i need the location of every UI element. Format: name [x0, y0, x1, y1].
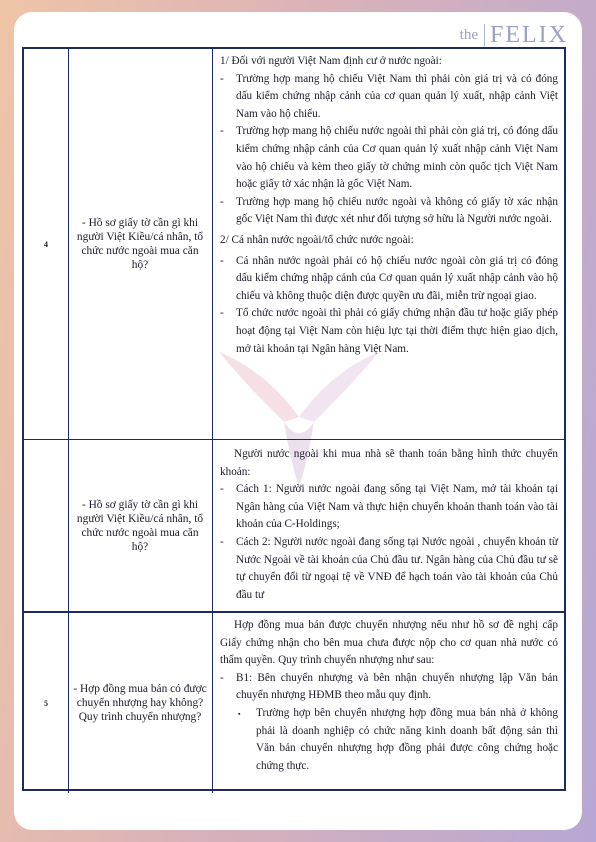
brand-name: FELIX	[490, 22, 568, 48]
document-page	[14, 12, 582, 830]
question-text: - Hồ sơ giấy tờ cần gì khi người Việt Kiều/cá nhân, tổ chức nước ngoài mua căn hộ?	[76, 217, 204, 271]
list-item: - Trường hợp mang hộ chiếu nước ngoài và không có giấy tờ xác nhận gốc Việt Nam thì được xét như đối tượng sở hữu là Người nước ngoài.	[220, 195, 558, 226]
row-number: 4	[44, 239, 48, 249]
list-item: - Cá nhân nước ngoài phải có hộ chiếu nước ngoài còn giá trị có đóng dấu kiểm chứng nhập cảnh của Cơ quan quản lý xuất nhập cảnh vào hộ chiếu và không thuộc diện được quyền ưu đãi, miễn trừ ngoại giao.	[220, 254, 558, 302]
row-number: 5	[44, 698, 48, 708]
sub-list-item: ▪ Trường hợp bên chuyển nhượng hợp đồng mua bán nhà ở không phải là doanh nghiệp có chức năng kinh doanh bất động sản thì Văn bản chuyển nhượng hợp đồng phải được công chứng hoặc chứng thực.	[220, 705, 558, 775]
list-item: - B1: Bên chuyển nhượng và bên nhận chuyển nhượng lập Văn bản chuyển nhượng HĐMB theo mẫu quy định.	[220, 671, 558, 702]
answer-heading: 2/ Cá nhân nước ngoài/tổ chức nước ngoài:	[220, 233, 414, 246]
list-item: - Cách 1: Người nước ngoài đang sống tại Việt Nam, mở tài khoản tại Ngân hàng của Việt Nam và thực hiện chuyển khoản thanh toán vào tài khoản của C-Holdings;	[220, 483, 558, 531]
answer-heading: 1/ Đối với người Việt Nam định cư ở nước ngoài:	[220, 55, 442, 67]
answer-cell	[220, 53, 558, 358]
list-item: - Trường hợp mang hộ chiếu nước ngoài thì phải còn giá trị, có đóng dấu kiểm chứng nhập cảnh của Cơ quan quản lý xuất nhập cảnh Việt Nam vào hộ chiếu và kèm theo giấy tờ chứng minh còn quốc tịch Việt Nam hoặc giấy tờ xác nhận là gốc Việt Nam.	[220, 125, 558, 191]
answer-cell	[220, 446, 558, 604]
brand-logo	[460, 22, 568, 49]
table-row	[24, 611, 564, 793]
list-item: - Tổ chức nước ngoài thì phải có giấy chứng nhận đầu tư hoặc giấy phép hoạt động tại Việt Nam còn hiệu lực tại thời điểm thực hiện giao dịch, mở tài khoản tại Ngân hàng Việt Nam.	[220, 307, 558, 355]
question-cell	[72, 613, 208, 793]
table-row	[24, 439, 564, 612]
question-cell	[72, 440, 208, 612]
square-bullet-icon: ▪	[238, 709, 241, 718]
question-cell	[72, 49, 208, 439]
answer-intro: Hợp đồng mua bán được chuyển nhượng nếu như hồ sơ đề nghị cấp Giấy chứng nhận cho bên mua chưa được nộp cho cơ quan nhà nước có thẩm quyền. Quy trình chuyển nhượng như sau:	[220, 619, 558, 667]
answer-cell	[220, 617, 558, 775]
list-item: - Trường hợp mang hộ chiếu Việt Nam thì phải còn giá trị và có đóng dấu kiểm chứng nhập cảnh của cơ quan quản lý xuất, nhập cảnh Việt Nam vào hộ chiếu.	[220, 72, 558, 120]
table-row	[24, 49, 564, 439]
answer-intro: Người nước ngoài khi mua nhà sẽ thanh toán bằng hình thức chuyển khoản:	[220, 448, 558, 478]
question-text: - Hợp đồng mua bán có được chuyển nhượng hay không? Quy trình chuyển nhượng?	[73, 683, 207, 723]
faq-table	[22, 47, 566, 791]
list-item: - Cách 2: Người nước ngoài đang sống tại Nước ngoài , chuyển khoản từ Nước Ngoài về tài khoản của Chủ đầu tư. Ngân hàng của Chủ đầu tư sẽ tự chuyển đổi từ ngoại tệ về VNĐ để hạch toán vào tài khoản của Chủ đầu tư	[220, 535, 558, 601]
question-text: - Hồ sơ giấy tờ cần gì khi người Việt Kiều/cá nhân, tổ chức nước ngoài mua căn hộ?	[76, 499, 204, 553]
brand-the: the	[459, 27, 478, 43]
brand-divider	[484, 24, 485, 48]
